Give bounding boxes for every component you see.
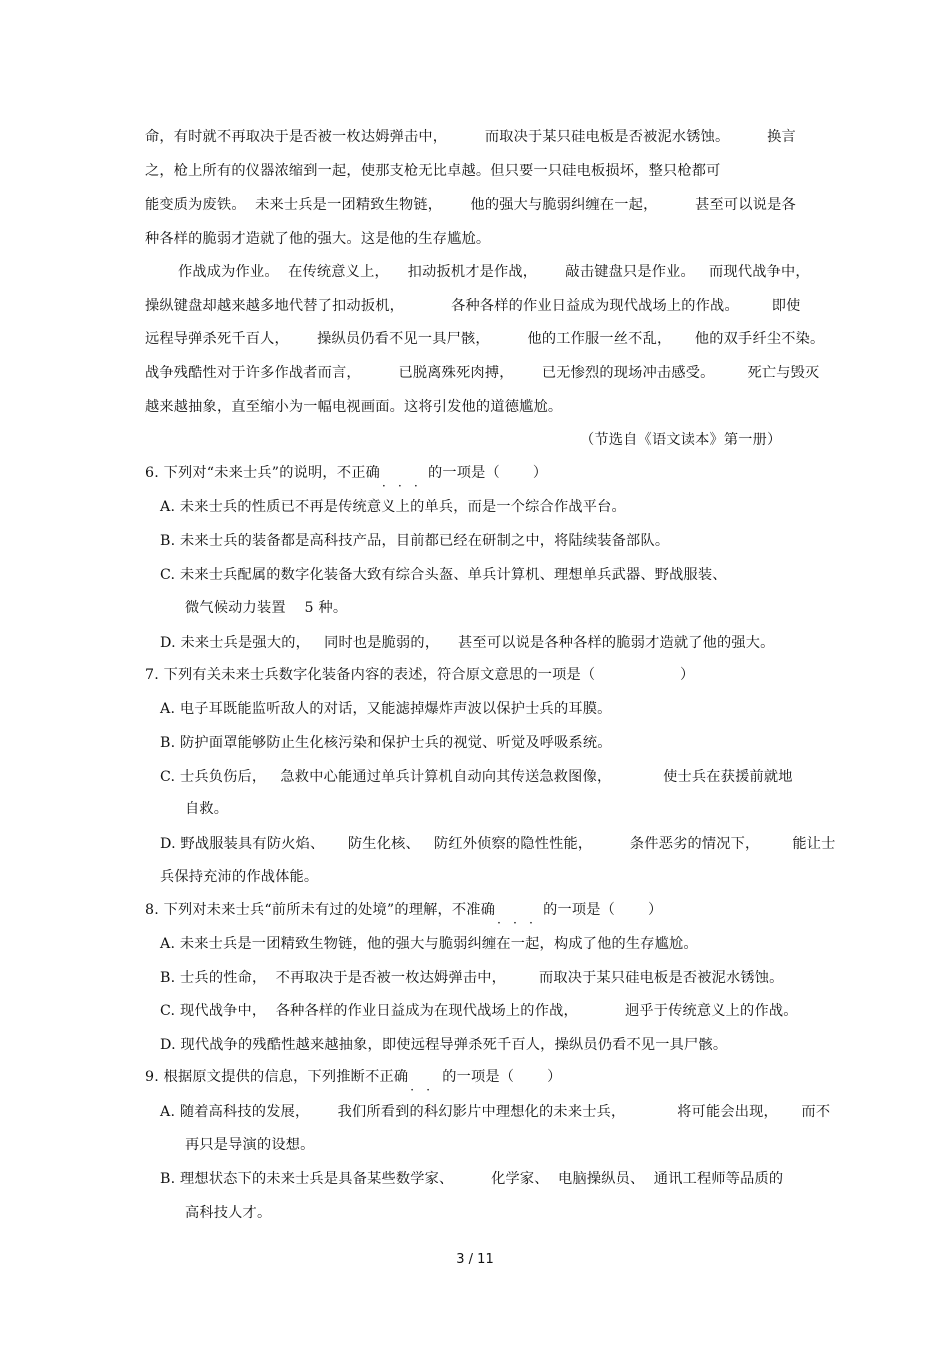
passage-line: 命，有时就不再取决于是否被一枚达姆弹击中， 而取决于某只硅电板是否被泥水锈蚀。 换言 [145, 129, 796, 145]
question-7-stem: 7. 下列有关未来士兵数字化装备内容的表述，符合原文意思的一项是（ ） [145, 667, 695, 683]
question-9-option-b: B. 理想状态下的未来士兵是具备某些数学家、 化学家、 电脑操纵员、 通讯工程师等品质的 [160, 1171, 784, 1187]
question-6-option-c: C. 未来士兵配属的数字化装备大致有综合头盔、单兵计算机、理想单兵武器、野战服装、 [160, 567, 727, 583]
passage-line: 远程导弹杀死千百人， 操纵员仍看不见一具尸骸， 他的工作服一丝不乱， 他的双手纤尘不染。 [145, 331, 825, 347]
question-7-option-d-cont: 兵保持充沛的作战体能。 [160, 869, 319, 885]
passage-line: 战争残酷性对于许多作战者而言， 已脱离殊死肉搏， 已无惨烈的现场冲击感受。 死亡与毁灭 [145, 365, 820, 381]
question-6-option-a: A. 未来士兵的性质已不再是传统意义上的单兵，而是一个综合作战平台。 [160, 499, 626, 515]
question-9-option-a: A. 随着高科技的发展， 我们所看到的科幻影片中理想化的未来士兵， 将可能会出现， 而不 [160, 1104, 831, 1120]
question-9-stem [145, 1067, 562, 1093]
emphasis-dot: ． [513, 912, 526, 926]
question-6-option-c-cont: 微气候动力装置 5 种。 [185, 600, 348, 616]
emphasis-dot: ． [413, 475, 427, 489]
question-7-option-a: A. 电子耳既能监听敌人的对话，又能滤掉爆炸声波以保护士兵的耳膜。 [160, 701, 612, 717]
question-9-stem-tail: 的一项是（ ） [442, 1069, 562, 1085]
passage-line: 能变质为废铁。 未来士兵是一团精致生物链， 他的强大与脆弱纠缠在一起， 甚至可以说是各 [145, 197, 796, 213]
question-7-option-c-cont: 自救。 [185, 801, 229, 817]
passage-line: 越来越抽象，直至缩小为一幅电视画面。这将引发他的道德尴尬。 [145, 399, 563, 415]
emphasis-dot: ． [410, 1079, 423, 1093]
question-8-option-c: C. 现代战争中， 各种各样的作业日益成为在现代战场上的作战， 迥乎于传统意义上的作战。 [160, 1003, 798, 1019]
page-number: 3 / 11 [456, 1252, 494, 1267]
emphasis-dot: ． [426, 1079, 439, 1093]
question-8-option-a: A. 未来士兵是一团精致生物链，他的强大与脆弱纠缠在一起，构成了他的生存尴尬。 [160, 936, 698, 952]
question-6-stem [145, 463, 548, 489]
question-8-stem-tail: 的一项是（ ） [543, 902, 663, 918]
passage-line: 种各样的脆弱才造就了他的强大。这是他的生存尴尬。 [145, 231, 491, 247]
question-7-option-b: B. 防护面罩能够防止生化核污染和保护士兵的视觉、听觉及呼吸系统。 [160, 735, 612, 751]
emphasis-dot: ． [529, 912, 542, 926]
question-7-option-d: D. 野战服装具有防火焰、 防生化核、 防红外侦察的隐性性能， 条件恶劣的情况下， 能让士 [160, 836, 836, 852]
question-9-option-b-cont: 高科技人才。 [185, 1205, 272, 1221]
question-6-stem-text: 6. 下列对“未来士兵”的说明，不正确 [145, 465, 380, 481]
emphasis-dot: ． [381, 475, 395, 489]
emphasis-dot: ． [397, 475, 411, 489]
passage-line: 作战成为作业。 在传统意义上， 扣动扳机才是作战， 敲击键盘只是作业。 而现代战争中， [178, 264, 810, 280]
passage-line: 操纵键盘却越来越多地代替了扣动扳机， 各种各样的作业日益成为现代战场上的作战。 即使 [145, 298, 801, 314]
question-6-option-b: B. 未来士兵的装备都是高科技产品，目前都已经在研制之中，将陆续装备部队。 [160, 533, 670, 549]
question-6-option-d: D. 未来士兵是强大的， 同时也是脆弱的， 甚至可以说是各种各样的脆弱才造就了他的强大。 [160, 635, 775, 651]
question-8-option-d: D. 现代战争的残酷性越来越抽象，即使远程导弹杀死千百人，操纵员仍看不见一具尸骸。 [160, 1037, 728, 1053]
question-7-option-c: C. 士兵负伤后， 急救中心能通过单兵计算机自动向其传送急救图像， 使士兵在获援前就地 [160, 769, 793, 785]
question-8-option-b: B. 士兵的性命， 不再取决于是否被一枚达姆弹击中， 而取决于某只硅电板是否被泥水锈蚀。 [160, 970, 784, 986]
passage-source: （节选自《语文读本》第一册） [580, 432, 782, 448]
passage-line: 之，枪上所有的仪器浓缩到一起，使那支枪无比卓越。但只要一只硅电板损坏，整只枪都可 [145, 163, 721, 179]
emphasis-dot: ． [497, 912, 510, 926]
question-8-stem [145, 900, 663, 926]
question-6-stem-tail: 的一项是（ ） [427, 465, 548, 481]
question-8-stem-text: 8. 下列对未来士兵“前所未有过的处境”的理解，不准确 [145, 902, 496, 918]
question-9-option-a-cont: 再只是导演的设想。 [185, 1137, 315, 1153]
question-9-stem-text: 9. 根据原文提供的信息，下列推断不正确 [145, 1069, 409, 1085]
